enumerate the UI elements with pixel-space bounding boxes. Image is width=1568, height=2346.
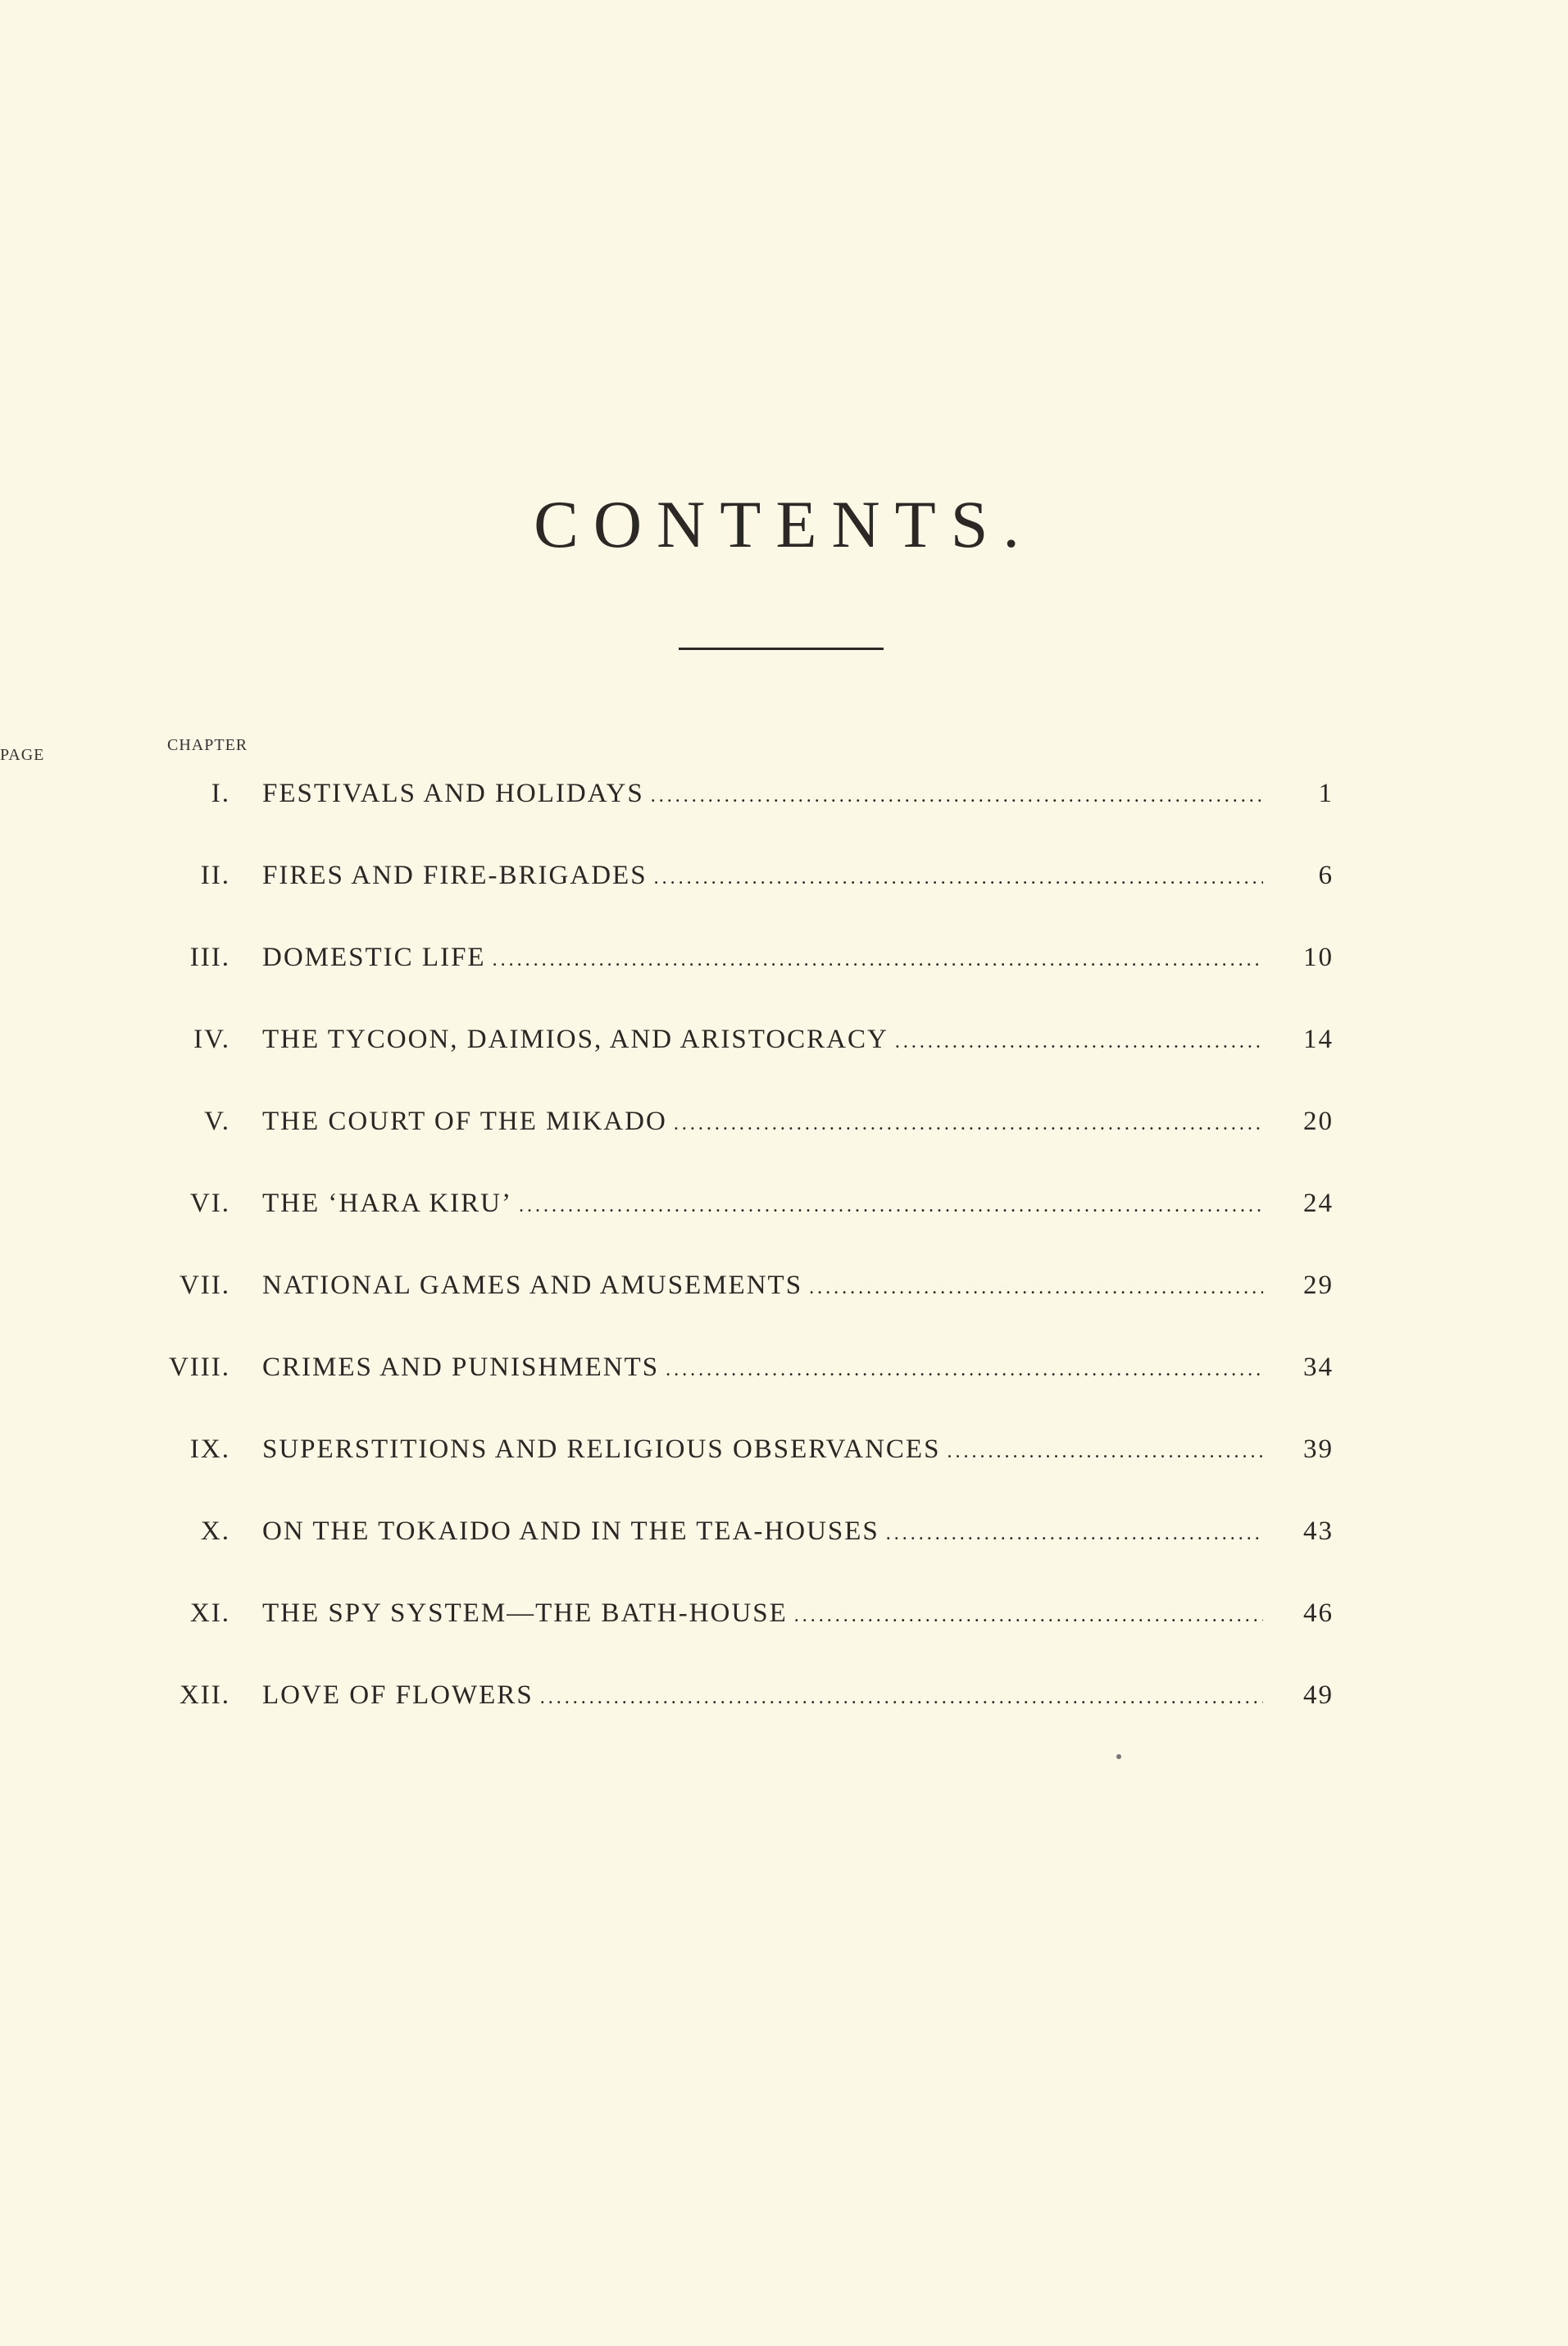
dot-leader [674, 1113, 1263, 1135]
dot-leader [540, 1687, 1263, 1709]
dot-leader [886, 1523, 1263, 1545]
chapter-number: IV. [193, 1025, 230, 1054]
chapter-title: THE TYCOON, DAIMIOS, AND ARISTOCRACY [262, 1025, 889, 1054]
chapter-number: XII. [179, 1680, 230, 1710]
dot-leader [947, 1441, 1263, 1463]
page-number: 14 [1303, 1025, 1334, 1054]
chapter-title: THE SPY SYSTEM—THE BATH-HOUSE [262, 1598, 788, 1628]
toc-entry [0, 1180, 1568, 1230]
chapter-title: NATIONAL GAMES AND AMUSEMENTS [262, 1271, 803, 1300]
page-number: 46 [1303, 1598, 1334, 1628]
page-column-header: PAGE [0, 746, 45, 764]
page-number: 29 [1303, 1271, 1334, 1300]
chapter-column-header: CHAPTER [167, 736, 248, 754]
chapter-number: II. [200, 861, 230, 890]
chapter-number: XI. [189, 1598, 230, 1628]
chapter-title: THE ‘HARA KIRU’ [262, 1189, 512, 1218]
chapter-title: THE COURT OF THE MIKADO [262, 1107, 667, 1136]
toc-entry [0, 1016, 1568, 1066]
toc-entry [0, 1590, 1568, 1639]
toc-entry [0, 771, 1568, 820]
toc-entry [0, 1344, 1568, 1394]
dot-leader [493, 949, 1263, 971]
page-number: 34 [1303, 1353, 1334, 1382]
page-number: 10 [1303, 943, 1334, 972]
page-number: 43 [1303, 1516, 1334, 1546]
page-number: 24 [1303, 1189, 1334, 1218]
toc-entry [0, 1262, 1568, 1312]
dot-leader [651, 785, 1263, 807]
chapter-title: ON THE TOKAIDO AND IN THE TEA-HOUSES [262, 1516, 879, 1546]
chapter-number: VIII. [168, 1353, 230, 1382]
chapter-number: IX. [189, 1434, 230, 1464]
page-number: 20 [1303, 1107, 1334, 1136]
chapter-number: V. [204, 1107, 230, 1136]
toc-entry [0, 1098, 1568, 1148]
chapter-number: I. [211, 779, 230, 808]
chapter-number: VII. [179, 1271, 230, 1300]
chapter-title: FESTIVALS AND HOLIDAYS [262, 779, 644, 808]
ink-speck [1116, 1754, 1121, 1759]
chapter-number: VI. [189, 1189, 230, 1218]
page-number: 6 [1318, 861, 1334, 890]
toc-entry [0, 1426, 1568, 1475]
page-title: CONTENTS. [534, 487, 1034, 561]
page-number: 39 [1303, 1434, 1334, 1464]
toc-entry [0, 1672, 1568, 1721]
chapter-title: LOVE OF FLOWERS [262, 1680, 534, 1710]
dot-leader [519, 1195, 1263, 1217]
chapter-title: FIRES AND FIRE-BRIGADES [262, 861, 648, 890]
dot-leader [794, 1605, 1263, 1627]
page-number: 49 [1303, 1680, 1334, 1710]
dot-leader [654, 867, 1263, 889]
toc-entry [0, 852, 1568, 902]
chapter-number: X. [200, 1516, 230, 1546]
chapter-title: CRIMES AND PUNISHMENTS [262, 1353, 660, 1382]
chapter-title: SUPERSTITIONS AND RELIGIOUS OBSERVANCES [262, 1434, 941, 1464]
chapter-number: III. [189, 943, 230, 972]
toc-entry [0, 934, 1568, 984]
dot-leader [809, 1277, 1263, 1299]
dot-leader [666, 1359, 1263, 1381]
page-number: 1 [1318, 779, 1334, 808]
toc-entry [0, 1508, 1568, 1557]
dot-leader [895, 1031, 1263, 1053]
title-rule [679, 648, 884, 650]
chapter-title: DOMESTIC LIFE [262, 943, 486, 972]
